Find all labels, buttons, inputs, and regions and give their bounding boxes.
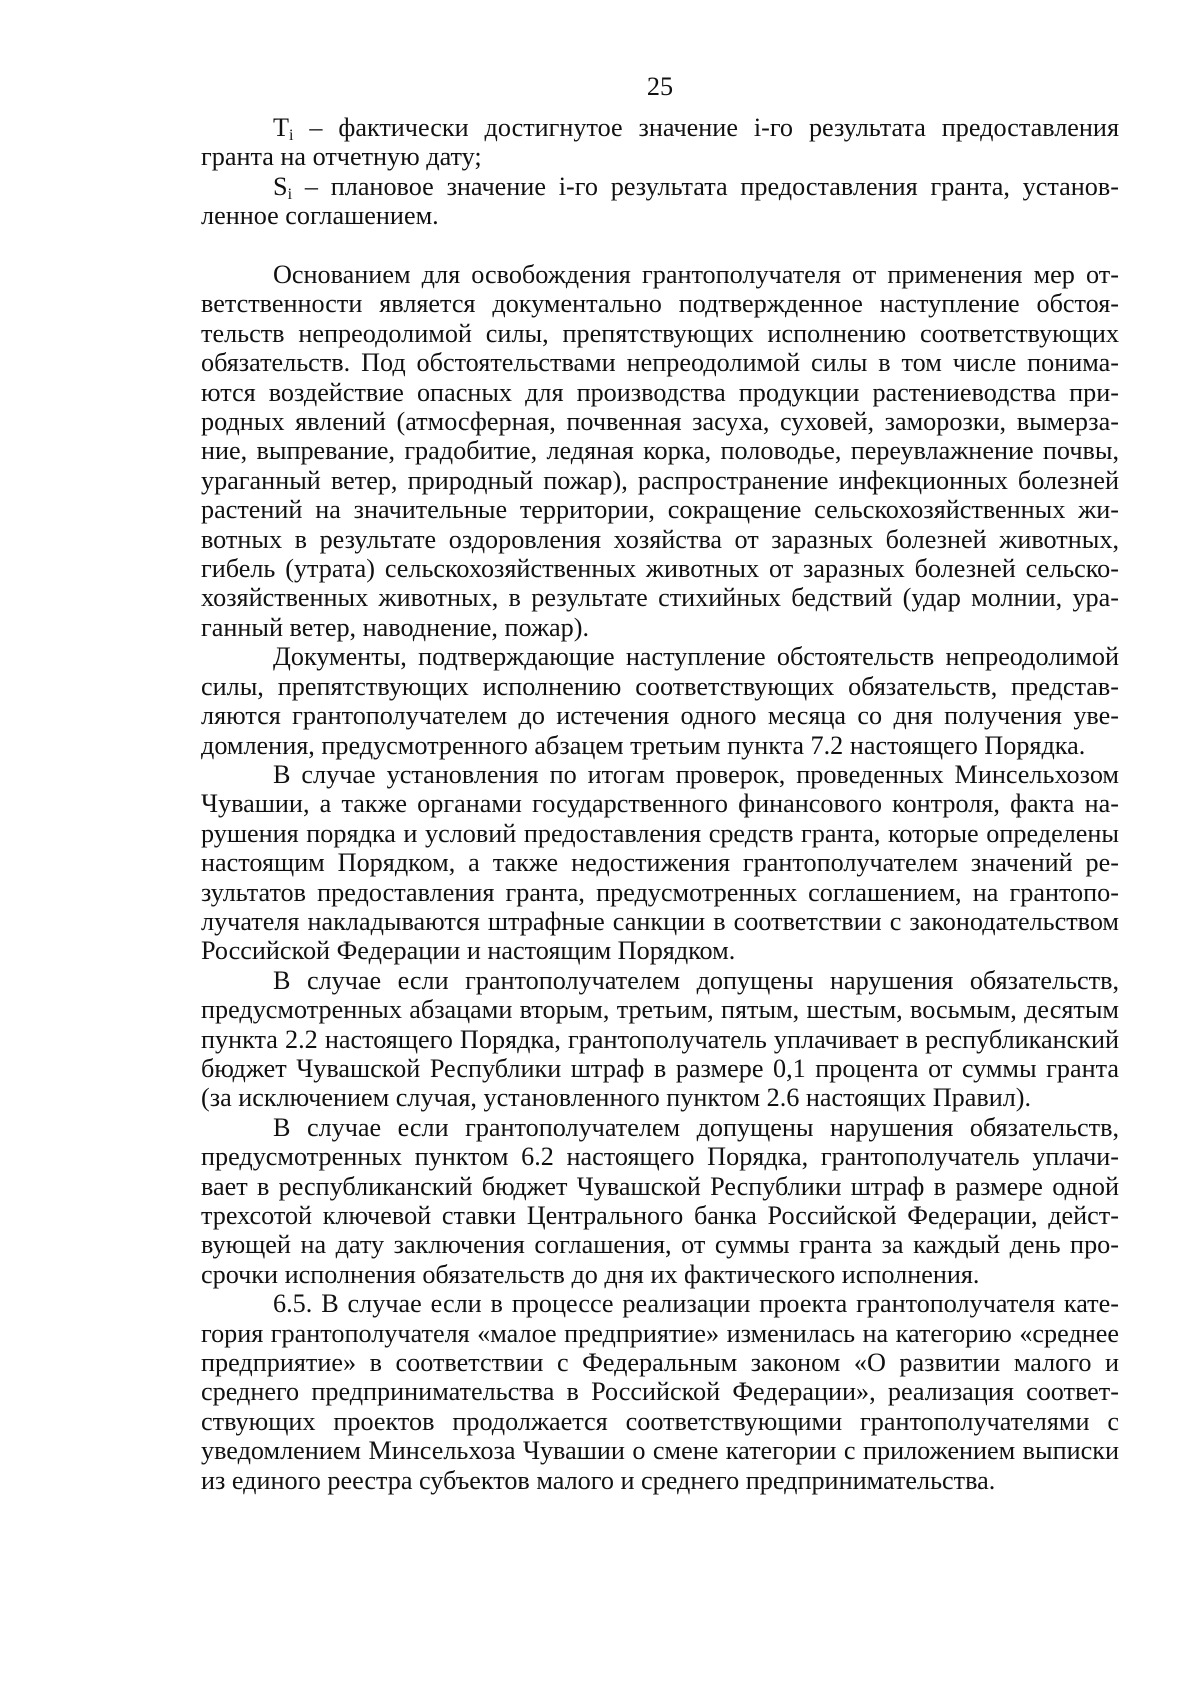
paragraph-documents: Документы, подтверждающие наступление обстоятельств непреодолимой силы, препятствующих исполнению соответствующих обязательств, представляются грантополучателем до истечения одного месяца со дня получения уведомления, предусмотренного абзацем третьим пункта 7.2 настоящего Порядка. <box>201 642 1119 760</box>
document-body <box>201 113 1119 1495</box>
symbol-s <box>273 172 292 201</box>
symbol-t <box>273 113 293 142</box>
symbol-t-letter: T <box>273 113 289 142</box>
symbol-s-letter: S <box>273 171 288 201</box>
page-number: 25 <box>646 72 674 101</box>
paragraph-6-5: 6.5. В случае если в процессе реализации проекта грантополучателя категория грантополучателя «малое предприятие» изменилась на категорию «среднее предприятие» в соответствии с Федеральным законом «О развитии малого и среднего предпринимательства в Российской Федерации», реализация соответствующих проектов продолжается соответствующими грантополучателями с уведомлением Минсельхоза Чувашии о смене категории с приложением выписки из единого реестра субъектов малого и среднего предпринимательства. <box>201 1289 1119 1495</box>
paragraph-penalties: В случае установления по итогам проверок, проведенных Минсельхозом Чувашии, а также органами государственного финансового контроля, факта нарушения порядка и условий предоставления средств гранта, которые определены настоящим Порядком, а также недостижения грантополучателем значений результатов предоставления гранта, предусмотренных соглашением, на грантополучателя накладываются штрафные санкции в соответствии с законодательством Российской Федерации и настоящим Порядком. <box>201 759 1119 966</box>
definition-t <box>201 113 1119 172</box>
definition-s-text: – плановое значение i-го результата предоставления гранта, установленное соглашением. <box>201 171 1119 231</box>
definition-s <box>201 172 1119 231</box>
symbol-s-subscript: i <box>287 185 293 203</box>
definition-t-text: – фактически достигнутое значение i-го результата предоставления гранта на отчетную дату; <box>201 113 1119 172</box>
paragraph-fine-6-2: В случае если грантополучателем допущены нарушения обязательств, предусмотренных пунктом 6.2 настоящего Порядка, грантополучатель уплачивает в республиканский бюджет Чувашской Республики штраф в размере одной трехсотой ключевой ставки Центрального банка Российской Федерации, действующей на дату заключения соглашения, от суммы гранта за каждый день просрочки исполнения обязательств до дня их фактического исполнения. <box>201 1112 1119 1289</box>
symbol-t-subscript: i <box>289 127 294 144</box>
paragraph-fine-2-2: В случае если грантополучателем допущены нарушения обязательств, предусмотренных абзацами вторым, третьим, пятым, шестым, восьмым, десятым пункта 2.2 настоящего Порядка, грантополучатель уплачивает в республиканский бюджет Чувашской Республики штраф в размере 0,1 процента от суммы гранта (за исключением случая, установленного пунктом 2.6 настоящих Правил). <box>201 965 1119 1113</box>
paragraph-force-majeure: Основанием для освобождения грантополучателя от применения мер ответственности является документально подтвержденное наступление обстоятельств непреодолимой силы, препятствующих исполнению соответствующих обязательств. Под обстоятельствами непреодолимой силы в том числе понимаются воздействие опасных для производства продукции растениеводства природных явлений (атмосферная, почвенная засуха, суховей, заморозки, вымерзание, выпревание, градобитие, ледяная корка, половодье, переувлажнение почвы, ураганный ветер, природный пожар), распространение инфекционных болезней растений на значительные территории, сокращение сельскохозяйственных животных в результате оздоровления хозяйства от заразных болезней животных, гибель (утрата) сельскохозяйственных животных от заразных болезней сельскохозяйственных животных, в результате стихийных бедствий (удар молнии, ураганный ветер, наводнение, пожар). <box>201 260 1119 642</box>
paragraph-gap <box>201 231 1119 260</box>
